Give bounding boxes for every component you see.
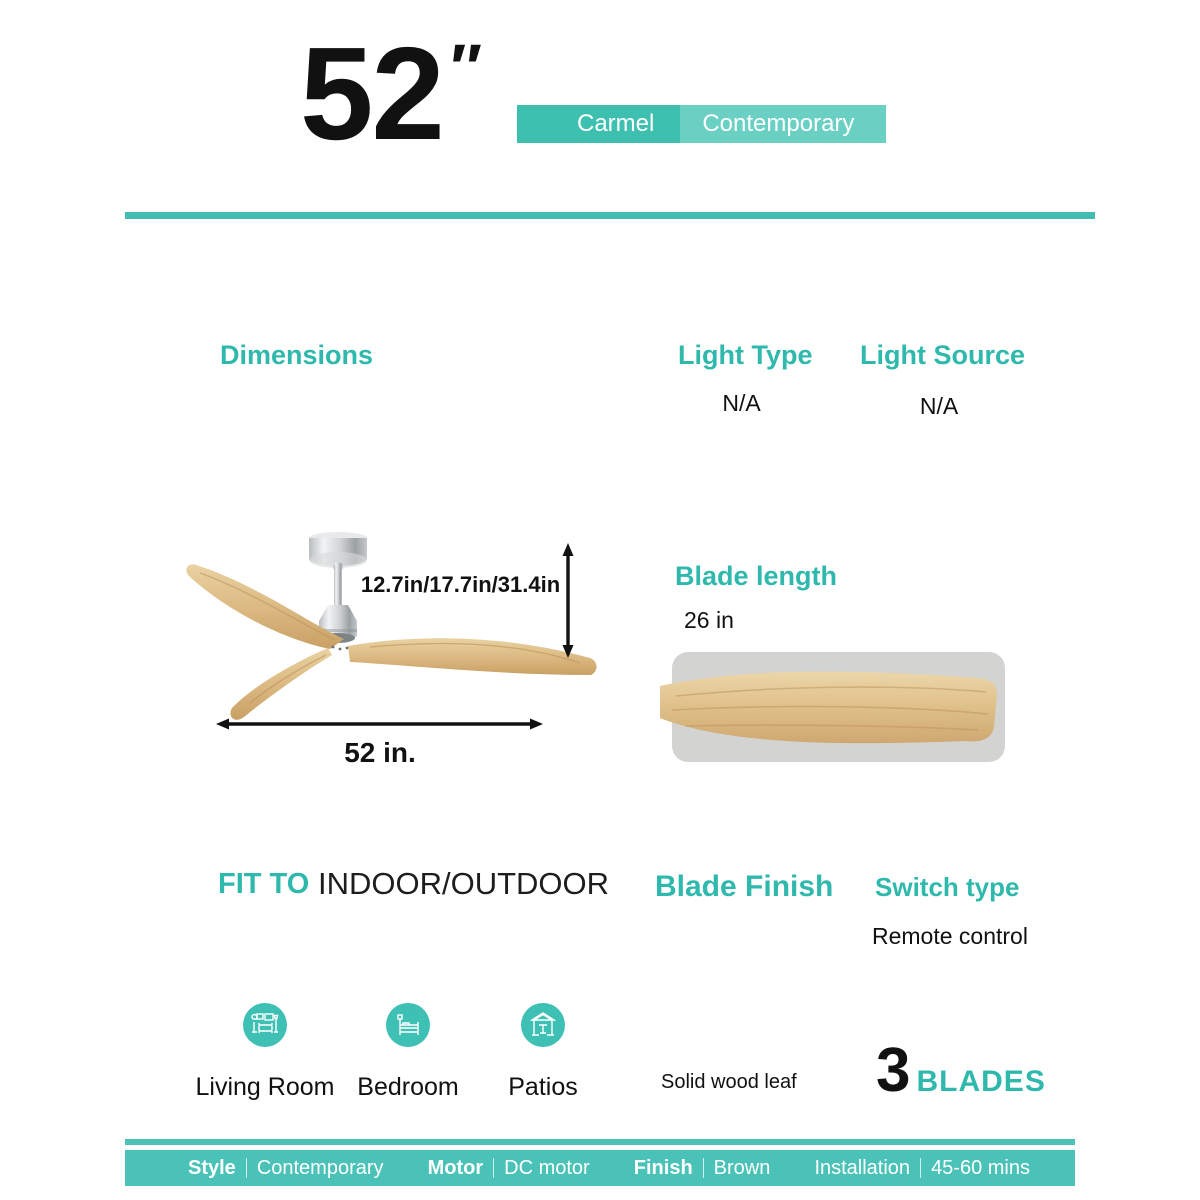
spec-divider [246, 1158, 247, 1178]
dimensions-heading: Dimensions [220, 340, 374, 370]
spec-divider [493, 1158, 494, 1178]
bedroom-icon [386, 1003, 430, 1047]
footer-accent-strip [125, 1139, 1075, 1145]
blade-length-heading: Blade length [675, 561, 838, 591]
product-badge [517, 105, 886, 143]
header-divider [125, 212, 1095, 219]
width-dimension-arrow [216, 719, 543, 730]
room-label: Patios [508, 1073, 578, 1101]
wood-finish-caption: Solid wood leaf [661, 1071, 797, 1093]
light-type-heading: Light Type [678, 340, 813, 370]
patio-icon [521, 1003, 565, 1047]
spec-label: Installation [814, 1156, 911, 1179]
spec-value: 45-60 mins [931, 1156, 1030, 1179]
spec-value: DC motor [504, 1156, 590, 1179]
fit-to-value: INDOOR/OUTDOOR [318, 866, 610, 901]
badge-product-style: Contemporary [680, 105, 886, 143]
spec-finish [634, 1157, 771, 1180]
room-label: Bedroom [357, 1073, 459, 1101]
room-label: Living Room [195, 1073, 335, 1101]
blade-illustration [656, 652, 1016, 762]
light-source-heading: Light Source [860, 340, 1026, 370]
badge-product-name: Carmel [517, 105, 680, 143]
spec-installation [814, 1157, 1030, 1180]
blade-length-value: 26 in [684, 607, 734, 633]
fan-size-title [300, 20, 479, 167]
light-type-value: N/A [722, 390, 761, 416]
width-dimension-label: 52 in. [344, 737, 416, 768]
footer-spec-bar [125, 1150, 1075, 1186]
spec-divider [920, 1158, 921, 1178]
blade-finish-heading: Blade Finish [655, 870, 834, 903]
spec-value: Contemporary [256, 1156, 384, 1179]
fan-size-value: 52 [300, 20, 443, 167]
spec-label: Finish [633, 1156, 693, 1179]
blade-count-number: 3 [876, 1036, 911, 1105]
fit-to-label: FIT TO [218, 868, 310, 900]
wood-finish-swatch [661, 917, 812, 1058]
spec-motor [428, 1157, 590, 1180]
height-dimension-label: 12.7in/17.7in/31.4in [360, 572, 561, 597]
switch-type-heading: Switch type [875, 872, 1020, 902]
light-source-value: N/A [919, 393, 959, 419]
living-room-icon [243, 1003, 287, 1047]
spec-style [188, 1157, 384, 1180]
height-dimension-arrow [563, 543, 574, 658]
inch-mark: ″ [446, 30, 479, 104]
spec-divider [703, 1158, 704, 1178]
room-living-room [185, 1003, 345, 1102]
spec-label: Style [188, 1156, 236, 1179]
room-patios [463, 1003, 623, 1102]
blade-count-word: BLADES [916, 1065, 1046, 1098]
spec-label: Motor [427, 1156, 484, 1179]
spec-value: Brown [713, 1156, 771, 1179]
switch-type-value: Remote control [872, 923, 1028, 949]
blade-count [876, 1036, 1046, 1105]
